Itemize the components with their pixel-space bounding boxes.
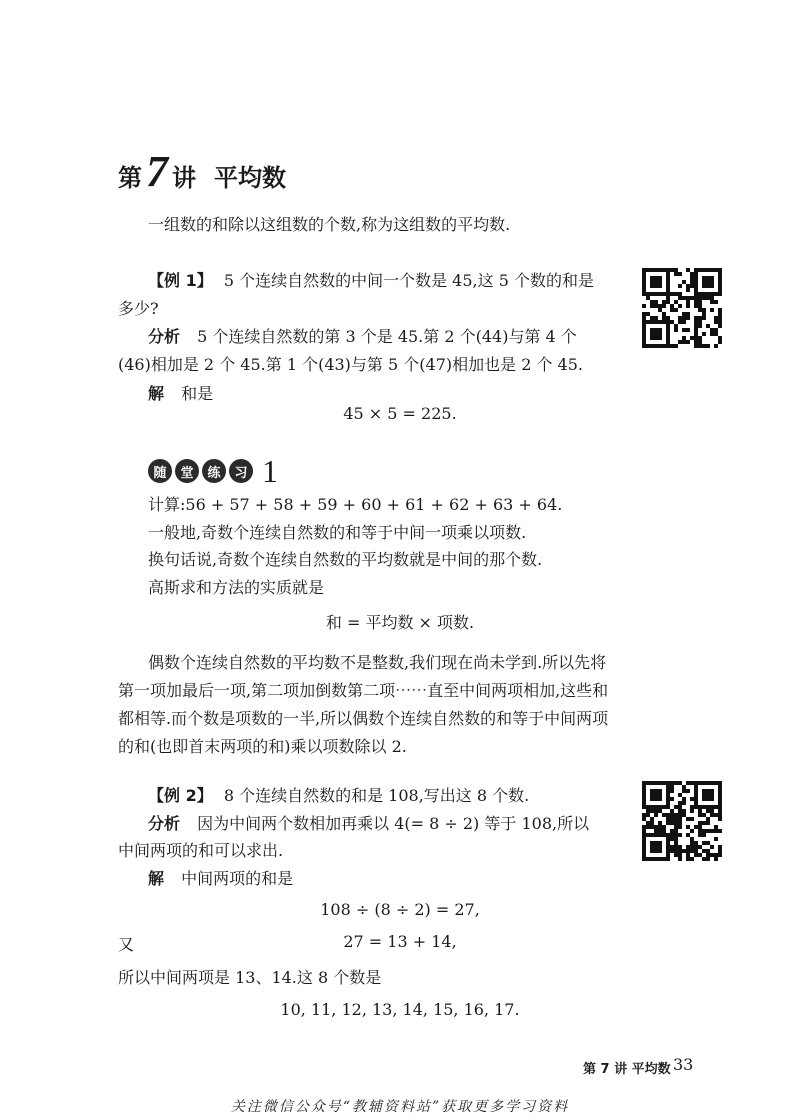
example2-analysis-text: 因为中间两个数相加再乘以 4(= 8 ÷ 2) 等于 108,所以 <box>197 814 590 833</box>
footer-chapter: 第 7 讲 平均数 <box>583 1062 671 1077</box>
example2-analysis-line1 <box>148 811 589 834</box>
intro-text: 一组数的和除以这组数的个数,称为这组数的平均数. <box>148 215 511 234</box>
practice-line2: 一般地,奇数个连续自然数的和等于中间一项乘以项数. <box>148 523 527 542</box>
example2-solution-label: 解 <box>148 869 165 888</box>
paragraph-line2: 第一项加最后一项,第二项加倒数第二项⋯⋯直至中间两项相加,这些和 <box>118 681 609 700</box>
example2-question-line <box>148 783 529 806</box>
heading-title: 平均数 <box>214 164 286 192</box>
practice-line3: 换句话说,奇数个连续自然数的平均数就是中间的那个数. <box>148 550 543 569</box>
example1-question-text: 5 个连续自然数的中间一个数是 45,这 5 个数的和是 <box>223 271 594 290</box>
example2-equation2: 27 = 13 + 14, <box>343 932 457 951</box>
example2-equation1: 108 ÷ (8 ÷ 2) = 27, <box>320 900 480 919</box>
example1-solution-text: 和是 <box>181 384 214 403</box>
example2-conclusion: 所以中间两项是 13、14.这 8 个数是 <box>118 968 382 987</box>
practice-formula: 和 = 平均数 × 项数. <box>325 613 475 632</box>
example1-analysis-label: 分析 <box>148 327 181 346</box>
qr-code-example2[interactable] <box>642 781 722 861</box>
paragraph-line3: 都相等.而个数是项数的一半,所以偶数个连续自然数的和等于中间两项 <box>118 709 609 728</box>
practice-line4: 高斯求和方法的实质就是 <box>148 578 325 597</box>
example1-analysis-text: 5 个连续自然数的第 3 个是 45.第 2 个(44)与第 4 个 <box>197 327 577 346</box>
example1-analysis-line1 <box>148 324 577 347</box>
example2-solution-line <box>148 866 293 889</box>
practice-banner <box>148 455 278 487</box>
example2-analysis-line2: 中间两项的和可以求出. <box>118 841 284 860</box>
chapter-heading <box>118 147 286 196</box>
example1-label: 【例 1】 <box>148 271 213 290</box>
practice-char-3: 练 <box>202 459 226 483</box>
example1-equation: 45 × 5 = 225. <box>343 404 457 423</box>
heading-suffix: 讲 <box>172 164 196 192</box>
heading-prefix: 第 <box>118 164 142 192</box>
example1-question-line1 <box>148 268 594 291</box>
example2-label: 【例 2】 <box>148 786 213 805</box>
page-number: 33 <box>673 1055 694 1074</box>
example2-answer: 10, 11, 12, 13, 14, 15, 16, 17. <box>280 1000 520 1019</box>
practice-char-2: 堂 <box>175 459 199 483</box>
practice-char-4: 习 <box>229 459 253 483</box>
example1-solution-label: 解 <box>148 384 165 403</box>
watermark-text: 关注微信公众号“教辅资料站”获取更多学习资料 <box>230 1099 570 1115</box>
example2-analysis-label: 分析 <box>148 814 181 833</box>
example2-also-label: 又 <box>118 935 135 954</box>
practice-line1: 计算:56 + 57 + 58 + 59 + 60 + 61 + 62 + 63 + 64. <box>148 495 563 514</box>
example2-solution-text: 中间两项的和是 <box>181 869 294 888</box>
practice-char-1: 随 <box>148 459 172 483</box>
paragraph-line4: 的和(也即首末两项的和)乘以项数除以 2. <box>118 737 407 756</box>
example1-question-line2: 多少? <box>118 299 159 318</box>
heading-number: 7 <box>146 147 168 196</box>
qr-code-example1[interactable] <box>642 268 722 348</box>
example2-question-text: 8 个连续自然数的和是 108,写出这 8 个数. <box>223 786 530 805</box>
example1-solution-line <box>148 381 213 404</box>
paragraph-line1: 偶数个连续自然数的平均数不是整数,我们现在尚未学到.所以先将 <box>148 653 607 672</box>
practice-number: 1 <box>262 453 278 489</box>
example1-analysis-line2: (46)相加是 2 个 45.第 1 个(43)与第 5 个(47)相加也是 2 个 45. <box>118 355 584 374</box>
